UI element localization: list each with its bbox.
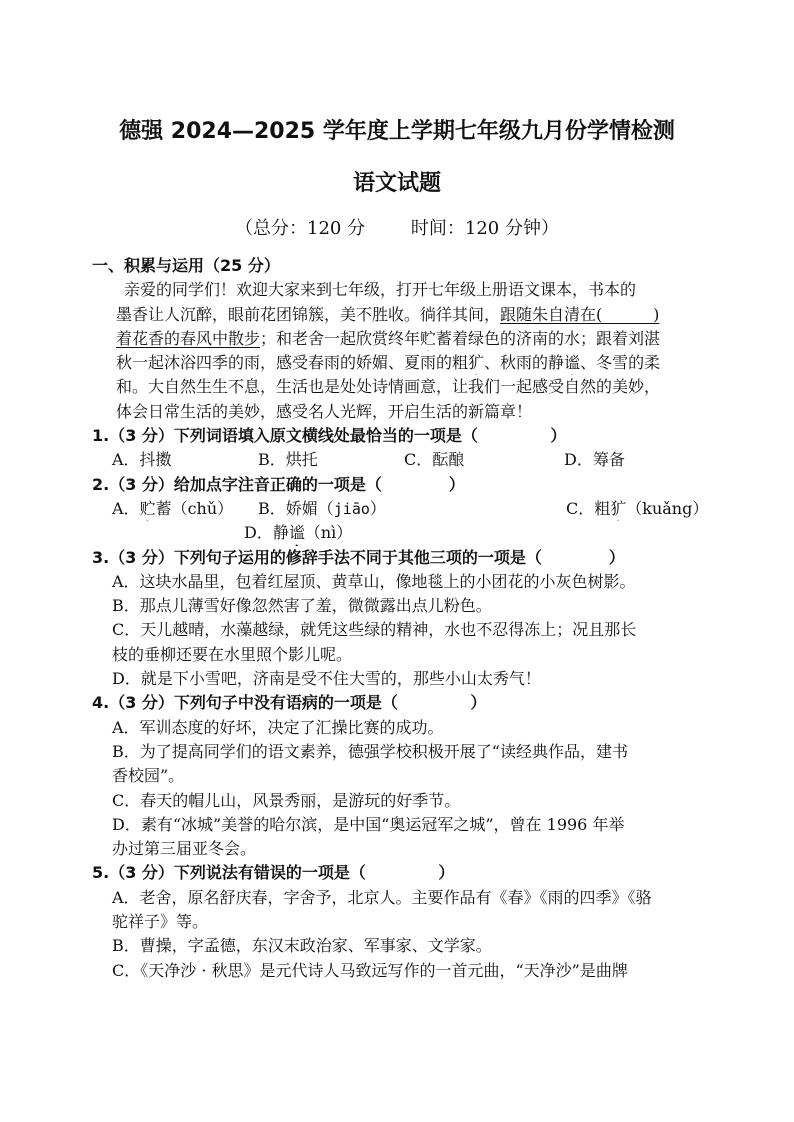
option-a-continued: 驼祥子》等。	[112, 912, 209, 932]
dotted-character: 贮	[139, 498, 156, 518]
option-b[interactable]: B．为了提高同学们的语文素养，德强学校积极开展了“读经典作品，建书	[112, 741, 628, 761]
passage-line: 和。大自然生生不息，生活也是处处诗情画意，让我们一起感受自然的美妙，	[116, 377, 661, 397]
option-b-continued: 香校园”。	[112, 766, 185, 786]
option-c[interactable]: C．《天净沙 · 秋思》是元代诗人马致远写作的一首元曲，“天净沙”是曲牌	[112, 960, 628, 980]
question-4-stem: 4.（3 分）下列句子中没有语病的一项是（ ）	[92, 693, 487, 713]
exam-title: 德强 2024—2025 学年度上学期七年级九月份学情检测	[119, 119, 675, 144]
option-a[interactable]: A．贮蓄（chǔ）	[112, 498, 234, 518]
option-c[interactable]: C．酝酿	[404, 450, 465, 470]
question-2-options-row1	[92, 497, 712, 521]
option-b[interactable]: B．曹操，字孟德，东汉末政治家、军事家、文学家。	[112, 936, 492, 956]
section-heading: 一、积累与运用（25 分）	[92, 256, 280, 275]
option-b[interactable]: B．那点儿薄雪好像忽然害了羞，微微露出点儿粉色。	[112, 596, 492, 616]
passage-line: 着花香的春风中散步；和老舍一起欣赏终年贮蓄着绿色的济南的水；跟着刘湛	[116, 328, 661, 348]
question-2-options-row2	[92, 521, 712, 545]
dotted-character: 谧	[288, 523, 305, 543]
dotted-character: 谧	[564, 353, 581, 373]
question-1-stem: 1.（3 分）下列词语填入原文横线处最恰当的一项是（ ）	[92, 426, 567, 446]
option-d[interactable]: D．素有“冰城”美誉的哈尔滨，是中国“奥运冠军之城”，曾在 1996 年举	[112, 814, 625, 834]
dotted-character: 犷	[610, 498, 627, 518]
passage-line: 体会日常生活的美妙，感受名人光辉，开启生活的新篇章！	[116, 401, 533, 421]
option-a[interactable]: A．军训态度的好坏，决定了汇操比赛的成功。	[112, 717, 444, 737]
option-d[interactable]: D．静谧（nì）	[244, 523, 353, 543]
underlined-text: 跟随朱自清在( )	[500, 304, 660, 324]
option-c-continued: 枝的垂柳还要在水里照个影儿呢。	[112, 644, 353, 664]
subject-title: 语文试题	[352, 171, 441, 196]
passage-line: 墨香让人沉醉，眼前花团锦簇，美不胜收。徜徉其间，跟随朱自清在( )	[116, 304, 660, 324]
option-a[interactable]: A．这块水晶里，包着红屋顶、黄草山，像地毯上的小团花的小灰色树影。	[112, 571, 636, 591]
option-d-continued: 办过第三届亚冬会。	[112, 839, 257, 859]
option-d[interactable]: D．筹备	[564, 450, 625, 470]
dotted-character: 贮	[420, 328, 437, 348]
exam-meta: （总分：120 分 时间：120 分钟）	[235, 218, 559, 239]
option-c[interactable]: C．春天的帽儿山，风景秀丽，是游玩的好季节。	[112, 790, 461, 810]
dotted-character: 犷	[468, 353, 485, 373]
passage-line: 亲爱的同学们！欢迎大家来到七年级，打开七年级上册语文课本，书本的	[124, 280, 637, 300]
option-a[interactable]: A．老舍，原名舒庆春，字舍予，北京人。主要作品有《春》《雨的四季》《骆	[112, 887, 652, 907]
question-1-options	[92, 448, 712, 472]
question-3-stem: 3.（3 分）下列句子运用的修辞手法不同于其他三项的一项是（ ）	[92, 547, 625, 567]
question-2-stem: 2.（3 分）给加点字注音正确的一项是（ ）	[92, 474, 465, 494]
option-d[interactable]: D．就是下小雪吧，济南是受不住大雪的，那些小山太秀气！	[112, 669, 541, 689]
option-c[interactable]: C．粗犷（kuǎng）	[566, 498, 709, 518]
option-b[interactable]: B．烘托	[258, 450, 318, 470]
option-c[interactable]: C．天儿越晴，水藻越绿，就凭这些绿的精神，水也不忍得冻上；况且那长	[112, 620, 637, 640]
option-b[interactable]: B．娇媚（jiāo）	[258, 498, 386, 518]
exam-content	[92, 254, 712, 983]
underlined-text: 着花香的春风中散步	[116, 328, 261, 348]
passage-line: 秋一起沐浴四季的雨，感受春雨的娇媚、夏雨的粗犷、秋雨的静谧、冬雪的柔	[116, 353, 661, 373]
question-5-stem: 5.（3 分）下列说法有错误的一项是（ ）	[92, 863, 455, 883]
option-a[interactable]: A．抖擞	[112, 450, 172, 470]
